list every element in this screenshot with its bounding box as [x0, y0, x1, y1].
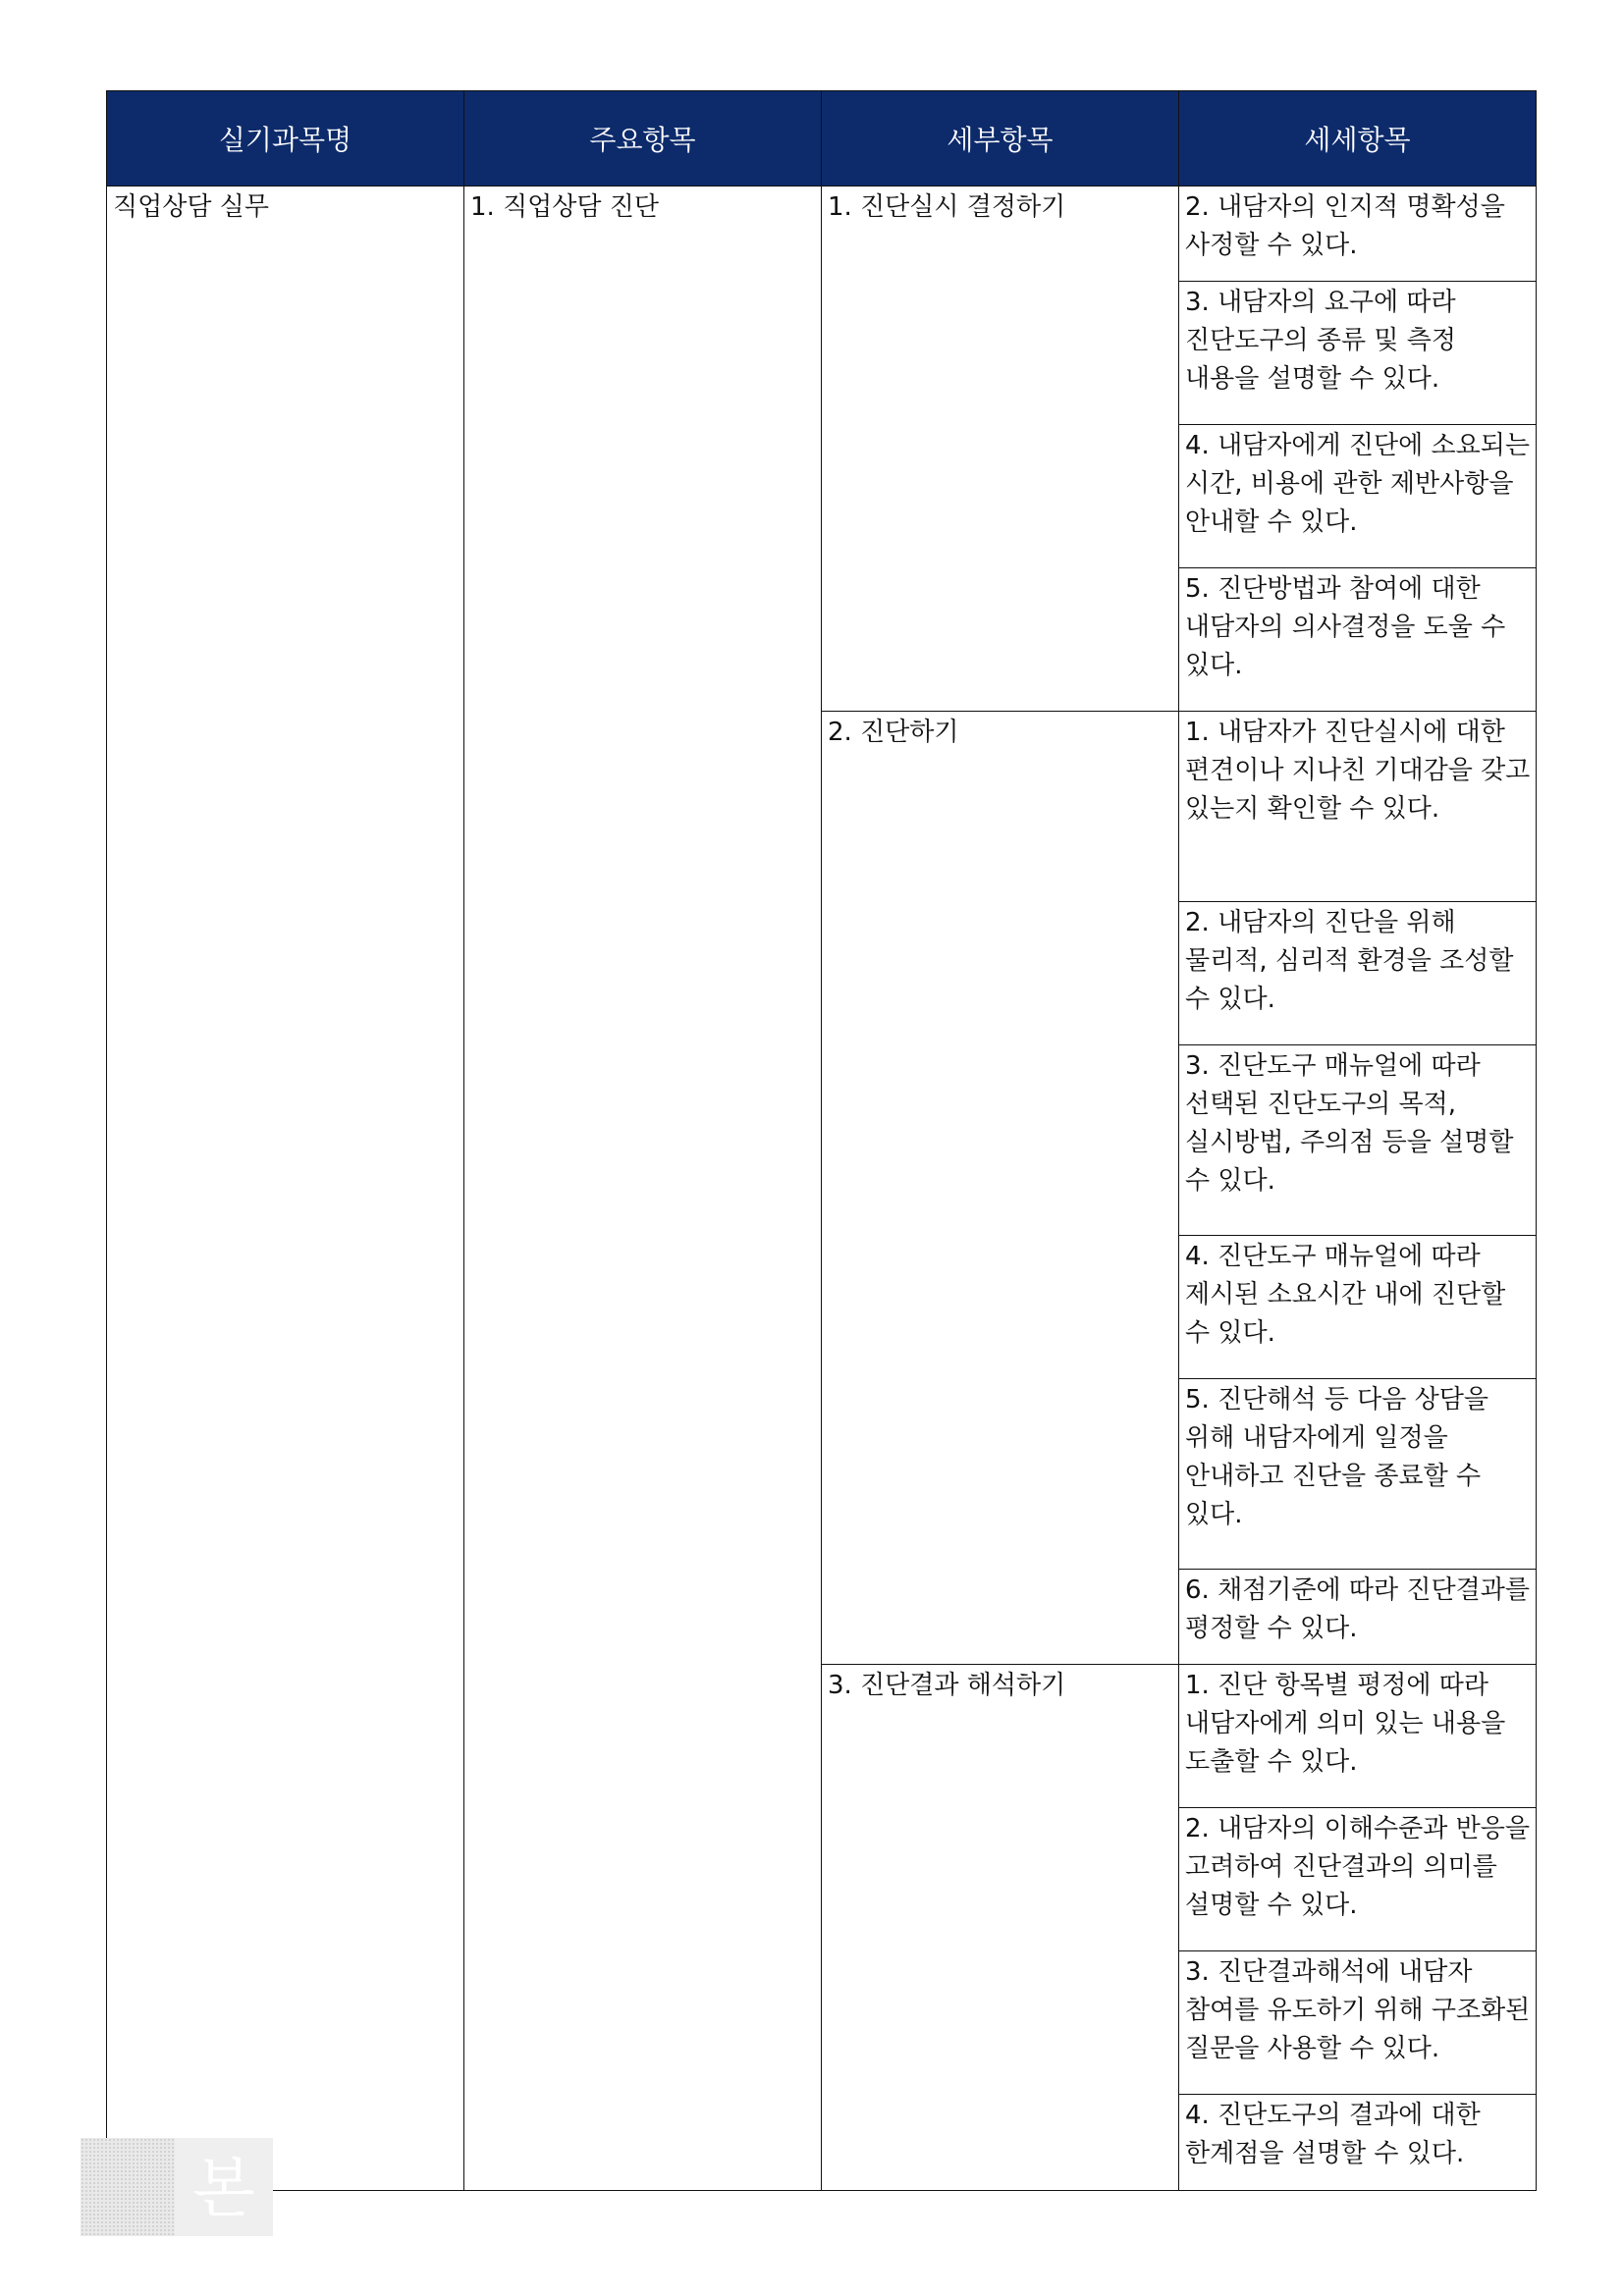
detail-cell: 6. 채점기준에 따라 진단결과를 평정할 수 있다.	[1179, 1570, 1537, 1665]
detail-cell: 5. 진단해석 등 다음 상담을 위해 내담자에게 일정을 안내하고 진단을 종료할 수 있다.	[1179, 1379, 1537, 1570]
sub-item-cell: 3. 진단결과 해석하기	[822, 1665, 1179, 2191]
detail-cell: 5. 진단방법과 참여에 대한 내담자의 의사결정을 도울 수 있다.	[1179, 568, 1537, 712]
detail-cell: 3. 내담자의 요구에 따라 진단도구의 종류 및 측정 내용을 설명할 수 있다.	[1179, 282, 1537, 425]
detail-cell: 2. 내담자의 이해수준과 반응을 고려하여 진단결과의 의미를 설명할 수 있다.	[1179, 1808, 1537, 1951]
watermark-logo	[81, 2138, 273, 2236]
header-subject: 실기과목명	[107, 91, 464, 187]
header-sub-item: 세부항목	[822, 91, 1179, 187]
detail-cell: 3. 진단결과해석에 내담자 참여를 유도하기 위해 구조화된 질문을 사용할 수 있다.	[1179, 1951, 1537, 2095]
main-item-cell: 1. 직업상담 진단	[464, 187, 822, 2191]
detail-cell: 2. 내담자의 진단을 위해 물리적, 심리적 환경을 조성할 수 있다.	[1179, 902, 1537, 1045]
exam-standards-sheet	[106, 90, 1536, 2191]
header-detail-item: 세세항목	[1179, 91, 1537, 187]
subject-cell: 직업상담 실무	[107, 187, 464, 2191]
detail-cell: 4. 진단도구의 결과에 대한 한계점을 설명할 수 있다.	[1179, 2095, 1537, 2191]
watermark-text: 본	[192, 2151, 255, 2226]
table-row	[107, 187, 1537, 282]
sub-item-cell: 1. 진단실시 결정하기	[822, 187, 1179, 712]
detail-cell: 3. 진단도구 매뉴얼에 따라 선택된 진단도구의 목적, 실시방법, 주의점 등을 설명할 수 있다.	[1179, 1045, 1537, 1236]
detail-cell: 1. 내담자가 진단실시에 대한 편견이나 지나친 기대감을 갖고 있는지 확인할 수 있다.	[1179, 712, 1537, 902]
detail-cell: 1. 진단 항목별 평정에 따라 내담자에게 의미 있는 내용을 도출할 수 있다.	[1179, 1665, 1537, 1808]
header-main-item: 주요항목	[464, 91, 822, 187]
detail-cell: 4. 내담자에게 진단에 소요되는 시간, 비용에 관한 제반사항을 안내할 수 있다.	[1179, 425, 1537, 568]
sub-item-cell: 2. 진단하기	[822, 712, 1179, 1665]
exam-standards-table	[106, 90, 1537, 2191]
detail-cell: 2. 내담자의 인지적 명확성을 사정할 수 있다.	[1179, 187, 1537, 282]
header-row	[107, 91, 1537, 187]
detail-cell: 4. 진단도구 매뉴얼에 따라 제시된 소요시간 내에 진단할 수 있다.	[1179, 1236, 1537, 1379]
